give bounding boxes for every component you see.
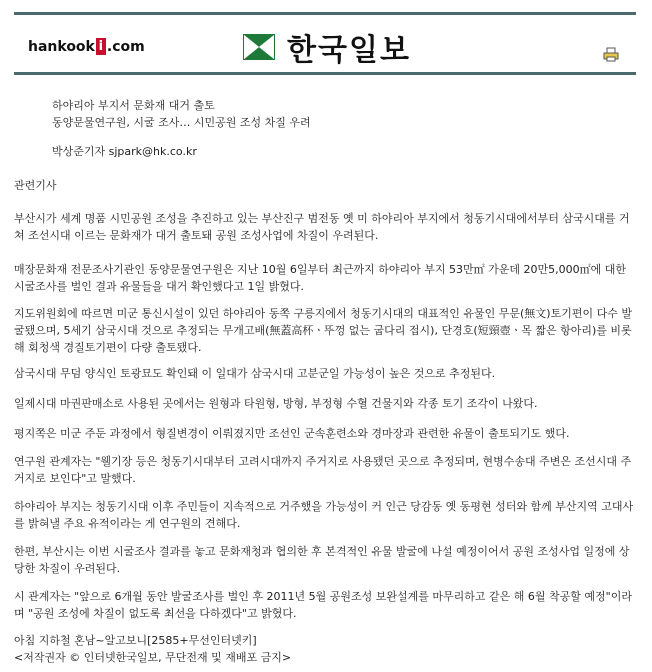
paragraph: 하야리아 부지는 청동기시대 이후 주민들이 지속적으로 거주했을 가능성이 커 인근 당감동 옛 동평현 성터와 함께 부산지역 고대사를 밝혀낼 주요 유적이라는 게 연구원의 견해다. (14, 500, 634, 530)
flag-icon (243, 34, 275, 60)
byline[interactable]: 박상준기자 sjpark@hk.co.kr (52, 145, 197, 158)
hankooki-logo[interactable] (28, 38, 145, 55)
paragraph: 매장문화재 전문조사기관인 동양문물연구원은 지난 10월 6일부터 최근까지 하야리아 부지 53만㎡ 가운데 20만5,000㎡에 대한 시굴조사를 벌인 결과 유물들을 대거 확인했다고 1일 밝혔다. (14, 263, 626, 293)
headline-subtitle: 동양문물연구원, 시굴 조사… 시민공원 조성 차질 우려 (52, 116, 311, 129)
paragraph: 일제시대 마권판매소로 사용된 곳에서는 원형과 타원형, 방형, 부정형 수혈 건물지와 각종 토기 조각이 나왔다. (14, 397, 538, 410)
logo-i-mark: i (96, 38, 106, 55)
paragraph: 부산시가 세계 명품 시민공원 조성을 추진하고 있는 부산진구 범전동 옛 미 하야리아 부지에서 청동기시대에서부터 삼국시대를 거쳐 조선시대 이르는 문화재가 대거 출토돼 공원 조성사업에 차질이 우려된다. (14, 212, 630, 242)
paragraph: 평지쪽은 미군 주둔 과정에서 형질변경이 이뤄졌지만 조선인 군속훈련소와 경마장과 관련한 유물이 출토되기도 했다. (14, 427, 570, 440)
logo-text-right: .com (106, 38, 145, 55)
paragraph: 한편, 부산시는 이번 시굴조사 결과를 놓고 문화재청과 협의한 후 본격적인 유물 발굴에 나설 예정이어서 공원 조성사업 일정에 상당한 차질이 우려된다. (14, 545, 630, 575)
masthead-title: 한국일보 (287, 33, 411, 68)
paragraph: 삼국시대 무덤 양식인 토광묘도 확인돼 이 일대가 삼국시대 고분군일 가능성이 높은 것으로 추정된다. (14, 367, 496, 380)
paragraph: 지도위원회에 따르면 미군 통신시설이 있던 하야리아 동쪽 구릉지에서 청동기시대의 대표적인 유물인 무문(無文)토기편이 다수 발굴됐으며, 5세기 삼국시대 것으로 추정되는 무개고배(無蓋高杯ㆍ뚜껑 없는 굽다리 접시), 단경호(短頸壺ㆍ목 짧은 항아리)를 비롯해 회청색 경질토기편이 다량 출토됐다. (14, 307, 632, 354)
headline-title: 하야리아 부지서 문화재 대거 출토 (52, 99, 215, 112)
paragraph: 연구원 관계자는 "웰기장 등은 청동기시대부터 고려시대까지 주거지로 사용됐던 곳으로 추정되며, 현병수송대 주변은 조선시대 주거지로 보인다"고 말했다. (14, 455, 632, 485)
promo-link[interactable]: 아침 지하철 혼남~알고보니[2585+무선인터넷키] (14, 634, 257, 647)
paragraph: 시 관계자는 "앞으로 6개월 동안 발굴조사를 벌인 후 2011년 5월 공원조성 보완설계를 마무리하고 같은 해 6월 착공할 예정"이라며 "공원 조성에 차질이 없도록 최선을 다하겠다"고 밝혔다. (14, 590, 632, 620)
header-bottom-rule (14, 72, 636, 75)
article-headline (52, 97, 311, 131)
masthead[interactable] (243, 25, 411, 69)
top-rule (14, 12, 636, 15)
logo-text-left: hankook (28, 38, 95, 55)
printer-icon[interactable] (603, 47, 619, 62)
related-articles-label[interactable]: 관련기사 (14, 179, 57, 192)
copyright-notice: <저작권자 © 인터넷한국일보, 무단전재 및 재배포 금지> (14, 651, 292, 664)
